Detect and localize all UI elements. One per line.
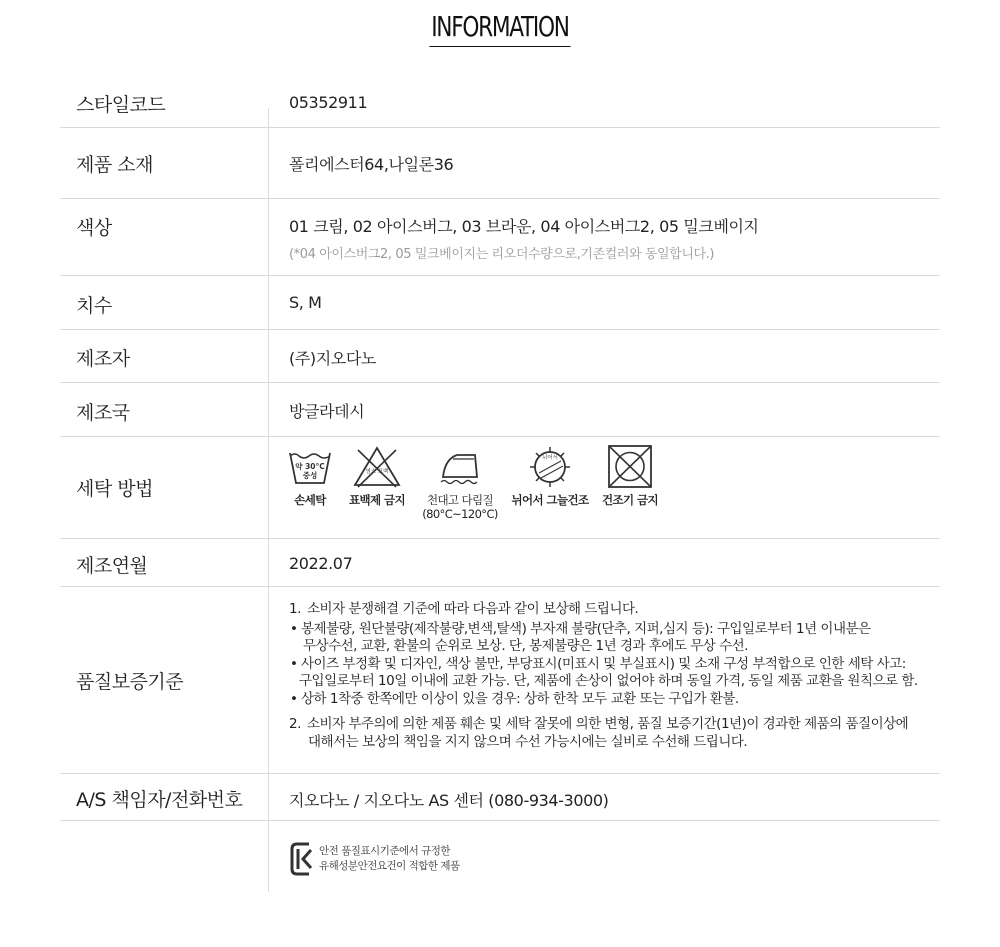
row-country — [60, 383, 940, 437]
wash-item-dry — [508, 445, 592, 521]
row-date — [60, 539, 940, 587]
row-material — [60, 128, 940, 199]
wash-item-bleach — [344, 445, 410, 521]
svg-text:중성: 중성 — [302, 471, 318, 480]
kc-certification-icon — [289, 841, 315, 877]
material-label: 제품 소재 — [76, 154, 153, 176]
maker-label: 제조자 — [76, 348, 130, 370]
date-value: 2022.07 — [289, 554, 353, 573]
color-value-block — [289, 214, 759, 262]
wash-caption-dry: 뉘어서 그늘건조 — [511, 493, 589, 507]
size-value: S, M — [289, 293, 322, 312]
as-label: A/S 책임자/전화번호 — [76, 789, 243, 811]
iron-icon — [435, 445, 485, 489]
wash-item-iron — [420, 445, 500, 521]
maker-value: (주)지오다노 — [289, 349, 376, 368]
no-tumble-dry-icon — [605, 445, 655, 489]
wash-item-tumble — [598, 445, 662, 521]
style-code-label: 스타일코드 — [76, 94, 166, 116]
size-label: 치수 — [76, 295, 112, 317]
kc-mark — [289, 841, 460, 877]
svg-text:약 30°C: 약 30°C — [295, 462, 325, 471]
quality-bullet-2: • 사이즈 부정확 및 디자인, 색상 불만, 부당표시(미표시 및 부실표시) 및 소재 구성 부적합으로 인한 세탁 사고: 구입일로부터 10일 이내에 교환 가능. 단, 제품에 손상이 없어야 하며 동일 가격, 동일 제품 교환을 원칙으로 함. — [290, 655, 918, 689]
quality-bullet-3: • 상하 1착중 한쪽에만 이상이 있을 경우: 상하 한착 모두 교환 또는 구입가 환불. — [290, 690, 739, 707]
wash-item-hand — [282, 445, 338, 521]
material-value: 폴리에스터64,나일론36 — [289, 155, 454, 174]
color-label: 색상 — [76, 217, 112, 239]
as-value: 지오다노 / 지오다노 AS 센터 (080-934-3000) — [289, 791, 609, 810]
wash-caption-tumble: 건조기 금지 — [602, 493, 658, 507]
row-washing — [60, 437, 940, 539]
quality-text — [289, 601, 918, 751]
kc-text: 안전 품질표시기준에서 규정한 유해성분안전요건이 적합한 제품 — [319, 845, 460, 872]
washing-icons — [282, 445, 662, 521]
row-style-code — [60, 76, 940, 128]
quality-p1: 1. 소비자 분쟁해결 기준에 따라 다음과 같이 보상해 드립니다. — [289, 601, 639, 617]
row-as — [60, 774, 940, 821]
quality-bullet-1: • 봉제불량, 원단불량(제작불량,변색,탈색) 부자재 불량(단추, 지퍼,심지 등): 구입일로부터 1년 이내분은 무상수선, 교환, 환불의 순위로 보상. 단, 봉제불량은 1년 경과 후에도 무상 수선. — [290, 620, 871, 654]
row-size — [60, 276, 940, 330]
wash-caption-bleach: 표백제 금지 — [349, 493, 405, 507]
wash-caption-hand: 손세탁 — [294, 493, 326, 507]
svg-text:뉘어서: 뉘어서 — [542, 455, 558, 461]
svg-text:염소 표백: 염소 표백 — [365, 469, 389, 475]
country-value: 방글라데시 — [289, 402, 365, 421]
row-kc — [60, 821, 940, 891]
hand-wash-icon — [287, 445, 333, 489]
date-label: 제조연월 — [76, 555, 148, 577]
color-note: (*04 아이스버그2, 05 밀크베이지는 리오더수량으로,기존컬러와 동일합니다.) — [289, 247, 715, 262]
quality-p2: 2. 소비자 부주의에 의한 제품 훼손 및 세탁 잘못에 의한 변형, 품질 보증기간(1년)이 경과한 제품의 품질이상에 대해서는 보상의 책임을 지지 않으며 수선 가능시에는 실비로 수선해 드립니다. — [289, 716, 909, 750]
color-value: 01 크림, 02 아이스버그, 03 브라운, 04 아이스버그2, 05 밀크베이지 — [289, 217, 759, 236]
line-dry-shade-icon — [525, 445, 575, 489]
no-bleach-icon — [352, 445, 402, 489]
page-title: INFORMATION — [0, 10, 1000, 47]
style-code-value: 05352911 — [289, 93, 368, 112]
country-label: 제조국 — [76, 402, 130, 424]
washing-label: 세탁 방법 — [76, 478, 153, 500]
row-maker — [60, 330, 940, 383]
row-quality — [60, 587, 940, 774]
wash-caption-iron: 천대고 다림질 (80°C~120°C) — [422, 493, 498, 521]
row-color — [60, 199, 940, 276]
quality-label: 품질보증기준 — [76, 671, 184, 693]
